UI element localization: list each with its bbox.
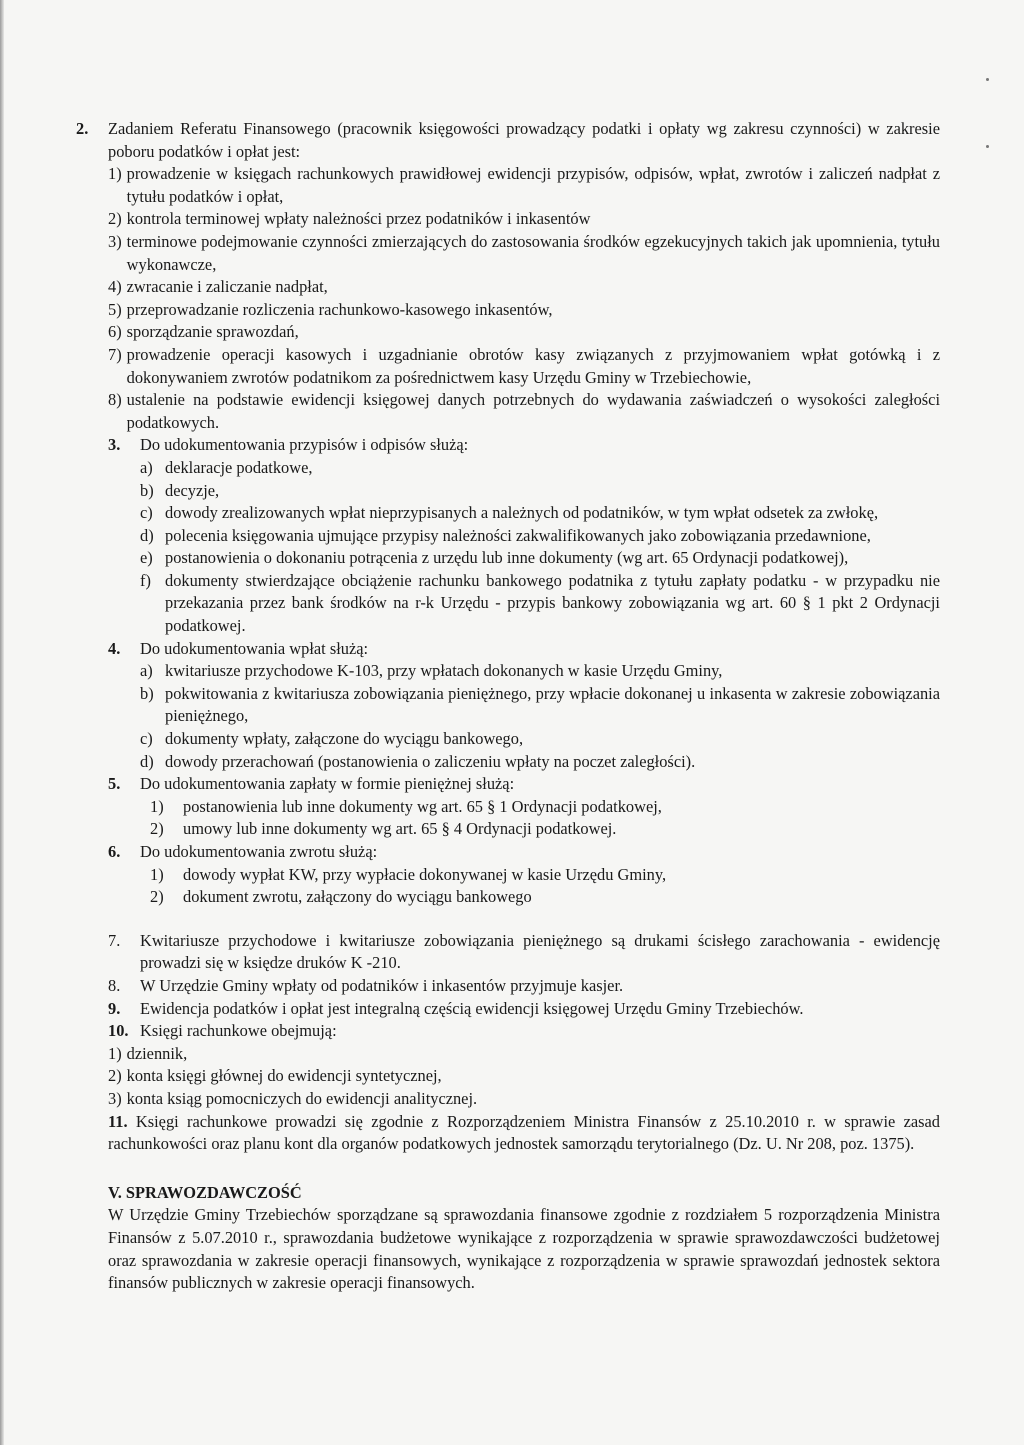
item-text: dokument zwrotu, załączony do wyciągu bankowego <box>183 887 532 907</box>
list-item <box>108 231 940 276</box>
item-marker: 2) <box>150 819 164 839</box>
section-intro: Do udokumentowania przypisów i odpisów służą: <box>140 435 469 455</box>
item-marker: b) <box>140 480 154 500</box>
section-v <box>108 1182 940 1295</box>
item-marker: c) <box>140 729 153 749</box>
item-marker: a) <box>140 457 153 477</box>
item-marker: 3) <box>108 1088 122 1108</box>
section-4-list <box>140 660 940 773</box>
list-item <box>108 321 940 344</box>
section-4 <box>108 638 940 774</box>
item-text: dowody przerachowań (postanowienia o zaliczeniu wpłaty na poczet zaległości). <box>165 751 696 771</box>
document-content <box>76 118 940 1295</box>
section-3-list <box>140 457 940 638</box>
item-marker: f) <box>140 570 151 590</box>
list-item <box>108 1065 940 1088</box>
section-11 <box>108 1111 940 1156</box>
section-10 <box>108 1020 940 1110</box>
section-number: 7. <box>108 930 121 950</box>
section-5 <box>108 773 940 841</box>
item-text: dokumenty wpłaty, załączone do wyciągu bankowego, <box>165 729 524 749</box>
item-marker: 4) <box>108 277 122 297</box>
section-2-list <box>108 163 940 434</box>
spacer <box>108 909 940 930</box>
item-text: postanowienia o dokonaniu potrącenia z urzędu lub inne dokumenty (wg art. 65 Ordynacji podatkowej), <box>165 548 849 568</box>
list-item <box>108 1043 940 1066</box>
section-number: 11. <box>108 1111 128 1131</box>
item-text: postanowienia lub inne dokumenty wg art. 65 § 1 Ordynacji podatkowej, <box>183 796 662 816</box>
section-9 <box>108 998 940 1021</box>
list-item <box>108 163 940 208</box>
section-text: Ewidencja podatków i opłat jest integralną częścią ewidencji księgowej Urzędu Gminy Trzebiechów. <box>140 998 804 1018</box>
item-text: dowody zrealizowanych wpłat nieprzypisanych a należnych od podatników, w tym wpłat odsetek za zwłokę, <box>165 503 879 523</box>
item-text: dziennik, <box>126 1043 188 1063</box>
section-number: 5. <box>108 774 121 794</box>
section-11-paragraph <box>108 1111 940 1156</box>
item-marker: 8) <box>108 390 122 410</box>
list-item <box>108 276 940 299</box>
section-8 <box>108 975 940 998</box>
spacer <box>108 1156 940 1182</box>
item-text: kwitariusze przychodowe K-103, przy wpłatach dokonanych w kasie Urzędu Gminy, <box>165 661 723 681</box>
item-text: konta ksiąg pomocniczych do ewidencji analitycznej. <box>126 1088 478 1108</box>
section-intro: Do udokumentowania wpłat służą: <box>140 638 369 658</box>
section-number: 9. <box>108 998 121 1018</box>
section-intro: Do udokumentowania zwrotu służą: <box>140 842 378 861</box>
list-item <box>108 1088 940 1111</box>
section-7 <box>108 930 940 975</box>
list-item <box>140 457 940 480</box>
list-item <box>150 796 940 819</box>
item-marker: 1) <box>150 796 164 816</box>
section-5-list <box>150 796 940 841</box>
item-text: decyzje, <box>165 480 220 500</box>
item-marker: b) <box>140 683 154 703</box>
item-marker: a) <box>140 661 153 681</box>
item-marker: 7) <box>108 344 122 364</box>
list-item <box>108 389 940 434</box>
item-marker: 2) <box>150 887 164 907</box>
section-number: 4. <box>108 638 121 658</box>
item-marker: 2) <box>108 209 122 229</box>
item-text: kontrola terminowej wpłaty należności przez podatników i inkasentów <box>126 209 591 229</box>
item-text: deklaracje podatkowe, <box>165 457 313 477</box>
item-text: dowody wypłat KW, przy wypłacie dokonywanej w kasie Urzędu Gminy, <box>183 864 667 884</box>
section-number: 6. <box>108 842 121 861</box>
section-paragraph: W Urzędzie Gminy Trzebiechów sporządzane są sprawozdania finansowe zgodnie z rozdziałem 5 rozporządzenia Ministra Finansów z 5.07.2010 r., sprawozdania budżetowe wynikające z rozporządzenia w sprawie sprawozdawczości budżetowej oraz sprawozdania w zakresie operacji finansowych, wynikające z rozporządzenia w sprawie sprawozdań jednostek sektora finansów publicznych w zakresie operacji finansowych. <box>108 1205 940 1293</box>
list-item <box>140 683 940 728</box>
item-text: konta księgi głównej do ewidencji syntetycznej, <box>126 1066 442 1086</box>
item-text: zwracanie i zaliczanie nadpłat, <box>126 277 328 297</box>
list-item <box>150 818 940 841</box>
scan-speck <box>986 145 989 148</box>
list-item <box>140 547 940 570</box>
item-text: polecenia księgowania ujmujące przypisy należności zakwalifikowanych jako zobowiązania przedawnione, <box>165 525 871 545</box>
scan-edge <box>0 0 4 1445</box>
item-marker: 3) <box>108 231 122 251</box>
item-marker: 1) <box>108 164 122 184</box>
section-10-list <box>108 1043 940 1111</box>
section-text: Księgi rachunkowe prowadzi się zgodnie z Rozporządzeniem Ministra Finansów z 25.10.2010 r. w sprawie zasad rachunkowości oraz planu kont dla organów podatkowych jednostek samorządu terytorialnego (Dz. U. Nr 208, poz. 1375). <box>108 1111 940 1154</box>
item-marker: d) <box>140 525 154 545</box>
section-intro: Księgi rachunkowe obejmują: <box>140 1021 337 1041</box>
list-item <box>150 886 940 909</box>
section-6-list <box>150 864 940 909</box>
item-text: prowadzenie w księgach rachunkowych prawidłowej ewidencji przypisów, odpisów, wpłat, zwrotów i zaliczeń nadpłat z tytułu podatków i opłat, <box>126 164 940 206</box>
section-text: Kwitariusze przychodowe i kwitariusze zobowiązania pieniężnego są drukami ścisłego zarachowania - ewidencję prowadzi się w księdze druków K -210. <box>140 930 940 973</box>
item-text: umowy lub inne dokumenty wg art. 65 § 4 Ordynacji podatkowej. <box>183 819 617 839</box>
item-text: terminowe podejmowanie czynności zmierzających do zastosowania środków egzekucyjnych takich jak upomnienia, tytułu wykonawcze, <box>126 231 940 274</box>
list-item <box>150 864 940 887</box>
section-number: 10. <box>108 1021 129 1041</box>
list-item <box>140 570 940 638</box>
item-text: sporządzanie sprawozdań, <box>126 322 299 342</box>
list-item <box>140 660 940 683</box>
section-heading: V. SPRAWOZDAWCZOŚĆ <box>108 1182 302 1202</box>
scan-speck <box>986 78 989 81</box>
list-item <box>140 525 940 548</box>
list-item <box>140 480 940 503</box>
item-marker: 1) <box>108 1043 122 1063</box>
item-marker: 2) <box>108 1066 122 1086</box>
item-text: ustalenie na podstawie ewidencji księgowej danych potrzebnych do wydawania zaświadczeń o wysokości zaległości podatkowych. <box>126 390 940 432</box>
section-2 <box>76 118 940 434</box>
section-text: W Urzędzie Gminy wpłaty od podatników i inkasentów przyjmuje kasjer. <box>140 975 624 995</box>
section-number: 3. <box>108 435 121 455</box>
item-marker: c) <box>140 503 153 523</box>
section-6 <box>108 841 940 909</box>
section-3 <box>108 434 940 637</box>
item-text: prowadzenie operacji kasowych i uzgadnianie obrotów kasy związanych z przyjmowaniem wpłat gotówką i z dokonywaniem zwrotów podatnikom za pośrednictwem kasy Urzędu Gminy w Trzebiechowie, <box>126 344 940 387</box>
list-item <box>108 299 940 322</box>
list-item <box>108 208 940 231</box>
item-marker: 6) <box>108 322 122 342</box>
item-text: przeprowadzanie rozliczenia rachunkowo-kasowego inkasentów, <box>126 299 553 319</box>
section-number: 8. <box>108 975 121 995</box>
item-marker: 1) <box>150 864 164 884</box>
section-intro: Zadaniem Referatu Finansowego (pracownik księgowości prowadzący podatki i opłaty wg zakresu czynności) w zakresie poboru podatków i opłat jest: <box>108 119 940 161</box>
item-marker: d) <box>140 751 154 771</box>
item-text: pokwitowania z kwitariusza zobowiązania pieniężnego, przy wpłacie dokonanej u inkasenta w zakresie zobowiązania pieniężnego, <box>165 683 940 726</box>
list-item <box>108 344 940 389</box>
list-item <box>140 728 940 751</box>
item-text: dokumenty stwierdzające obciążenie rachunku bankowego podatnika z tytułu zapłaty podatku - w przypadku nie przekazania przez bank środków na r-k Urzędu - przypis bankowy zobowiązania wg art. 60 § 1 pkt 2 Ordynacji podatkowej. <box>165 570 940 636</box>
item-marker: e) <box>140 548 153 568</box>
item-marker: 5) <box>108 299 122 319</box>
section-intro: Do udokumentowania zapłaty w formie pieniężnej służą: <box>140 774 515 794</box>
list-item <box>140 751 940 774</box>
section-number: 2. <box>76 119 89 138</box>
list-item <box>140 502 940 525</box>
